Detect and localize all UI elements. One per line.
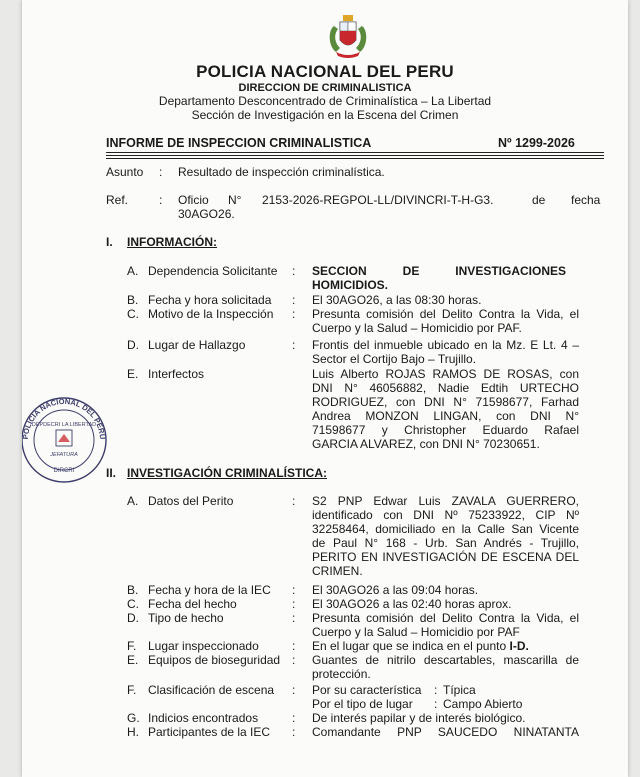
- item-value: Campo Abierto: [443, 697, 523, 711]
- item-value: El 30AGO26 a las 09:04 horas.: [312, 583, 479, 597]
- item-value: Presunta comisión del Delito Contra la Vida, el: [312, 307, 579, 321]
- item-value: De interés papilar y de interés biológico.: [312, 711, 526, 725]
- item-label: Indicios encontrados: [148, 711, 259, 725]
- item-label: Fecha del hecho: [148, 597, 237, 611]
- colon: :: [292, 494, 296, 508]
- colon: :: [292, 307, 296, 321]
- item-label: Dependencia Solicitante: [148, 264, 278, 278]
- item-label: Interfectos: [148, 367, 205, 381]
- official-seal-stamp: [22, 392, 112, 484]
- item-value: Cuerpo y la Salud – Homicidio por PAF: [312, 625, 520, 639]
- ref-word: de: [532, 193, 546, 207]
- colon: :: [434, 683, 438, 697]
- item-value: Comandante PNP SAUCEDO NINATANTA: [312, 725, 579, 739]
- direction-title: DIRECCION DE CRIMINALISTICA: [238, 82, 412, 94]
- colon: :: [159, 165, 163, 179]
- section2-roman: II.: [106, 466, 117, 480]
- item-value: identificado con DNI Nº 75233922, CIP Nº: [312, 508, 579, 522]
- document-page: [22, 0, 628, 777]
- peru-coat-of-arms-icon: [326, 12, 370, 60]
- stamp-emblem-icon: [56, 430, 72, 446]
- stamp-jefatura: JEFATURA: [50, 452, 78, 458]
- colon: :: [292, 597, 296, 611]
- section2-title: INVESTIGACIÓN CRIMINALÍSTICA:: [127, 466, 327, 480]
- item-value: SECCION DE INVESTIGACIONES: [312, 264, 566, 278]
- item-letter: B.: [127, 583, 139, 597]
- item-label: Fecha y hora solicitada: [148, 293, 272, 307]
- section1-roman: I.: [106, 235, 113, 249]
- colon: :: [292, 611, 296, 625]
- item-label: Clasificación de escena: [148, 683, 275, 697]
- item-label: Equipos de bioseguridad: [148, 653, 281, 667]
- item-letter: A.: [127, 494, 139, 508]
- item-label: Motivo de la Inspección: [148, 307, 274, 321]
- colon: :: [159, 193, 163, 207]
- colon: :: [292, 639, 296, 653]
- item-letter: F.: [127, 683, 137, 697]
- colon: :: [292, 683, 296, 697]
- stamp-bottom-text: DIRCRI: [53, 468, 75, 474]
- item-label: Lugar de Hallazgo: [148, 338, 246, 352]
- colon: :: [292, 725, 296, 739]
- item-value: Cuerpo y la Salud – Homicidio por PAF.: [312, 321, 522, 335]
- item-value: Presunta comisión del Delito Contra la Vida, el: [312, 611, 579, 625]
- item-letter: A.: [127, 264, 139, 278]
- ref-word: N°: [228, 193, 242, 207]
- ref-date: 30AGO26.: [178, 207, 235, 221]
- item-letter: G.: [127, 711, 140, 725]
- item-value: RODRIGUEZ, con DNI N° 71598677, Farhad: [312, 395, 579, 409]
- report-number: Nº 1299-2026: [498, 136, 575, 150]
- item-value: HOMICIDIOS.: [312, 278, 389, 292]
- item-value: S2 PNP Edwar Luis ZAVALA GUERRERO,: [312, 494, 579, 508]
- item-letter: D.: [127, 611, 139, 625]
- item-label: Fecha y hora de la IEC: [148, 583, 271, 597]
- item-value: 71598677 y Christopher Eduardo Rafael: [312, 423, 579, 437]
- ref-word: fecha: [571, 193, 601, 207]
- item-letter: E.: [127, 653, 139, 667]
- colon: :: [292, 583, 296, 597]
- item-value: de Paul N° 168 - Urb. San Andrés - Trujillo,: [312, 536, 579, 550]
- item-label: Participantes de la IEC: [148, 725, 271, 739]
- item-value: PERITO EN INVESTIGACIÓN DE ESCENA DEL: [312, 550, 579, 564]
- asunto-label: Asunto: [106, 165, 144, 179]
- item-letter: B.: [127, 293, 139, 307]
- item-letter: C.: [127, 597, 139, 611]
- stamp-inner-text: DEPDECRI LA LIBERTAD: [31, 422, 97, 428]
- colon: :: [292, 653, 296, 667]
- item-value: Frontis del inmueble ubicado en la Mz. E Lt. 4 –: [312, 338, 579, 352]
- item-value-ref: I-D.: [509, 639, 529, 653]
- item-label: Tipo de hecho: [148, 611, 224, 625]
- item-value-text: En el lugar que se indica en el punto: [312, 639, 507, 653]
- item-value: Típica: [443, 683, 476, 697]
- item-label: Datos del Perito: [148, 494, 234, 508]
- colon: :: [292, 293, 296, 307]
- item-letter: F.: [127, 639, 137, 653]
- item-value: 32258464, domiciliado en la Calle San Vicente: [312, 522, 579, 536]
- item-value: Por su característica: [312, 683, 422, 697]
- item-letter: C.: [127, 307, 139, 321]
- double-rule: [106, 158, 604, 159]
- asunto-value: Resultado de inspección criminalística.: [178, 165, 385, 179]
- item-label: Lugar inspeccionado: [148, 639, 259, 653]
- section-title: Sección de Investigación en la Escena del Crimen: [191, 108, 459, 122]
- report-title: INFORME DE INSPECCION CRIMINALISTICA: [106, 136, 372, 150]
- colon: :: [292, 711, 296, 725]
- item-value: Guantes de nitrilo descartables, mascarilla de: [312, 653, 579, 667]
- item-value: Por el tipo de lugar: [312, 697, 413, 711]
- colon: :: [292, 264, 296, 278]
- stamp-ring-text: POLICIA NACIONAL DEL PERU: [20, 396, 108, 440]
- department-title: Departamento Desconcentrado de Criminalística – La Libertad: [158, 94, 492, 108]
- item-value: protección.: [312, 667, 371, 681]
- item-value: [312, 640, 529, 653]
- item-letter: D.: [127, 338, 139, 352]
- ref-word: Oficio: [178, 193, 209, 207]
- item-letter: E.: [127, 367, 139, 381]
- item-value: El 30AGO26 a las 02:40 horas aprox.: [312, 597, 512, 611]
- institution-title: POLICIA NACIONAL DEL PERU: [196, 62, 454, 81]
- ref-label: Ref.: [106, 193, 129, 207]
- section1-title: INFORMACIÓN:: [127, 235, 217, 249]
- item-value: Luis Alberto ROJAS RAMOS DE ROSAS, con: [312, 367, 579, 381]
- item-value: El 30AGO26, a las 08:30 horas.: [312, 293, 482, 307]
- colon: :: [434, 697, 438, 711]
- item-letter: H.: [127, 725, 139, 739]
- item-value: Sector el Cortijo Bajo – Trujillo.: [312, 352, 477, 366]
- item-value: CRIMEN.: [312, 564, 363, 578]
- ref-word: 2153-2026-REGPOL-LL/DIVINCRI-T-H-G3.: [262, 193, 494, 207]
- item-value: GARCIA ALVAREZ, con DNI N° 70230651.: [312, 437, 540, 451]
- item-value: DNI N° 46056882, Nadie Edtih URTECHO: [312, 381, 579, 395]
- colon: :: [292, 338, 296, 352]
- double-rule: [106, 152, 604, 153]
- double-rule: [106, 155, 604, 156]
- item-value: Andrea MONZON LINGAN, con DNI N°: [312, 409, 579, 423]
